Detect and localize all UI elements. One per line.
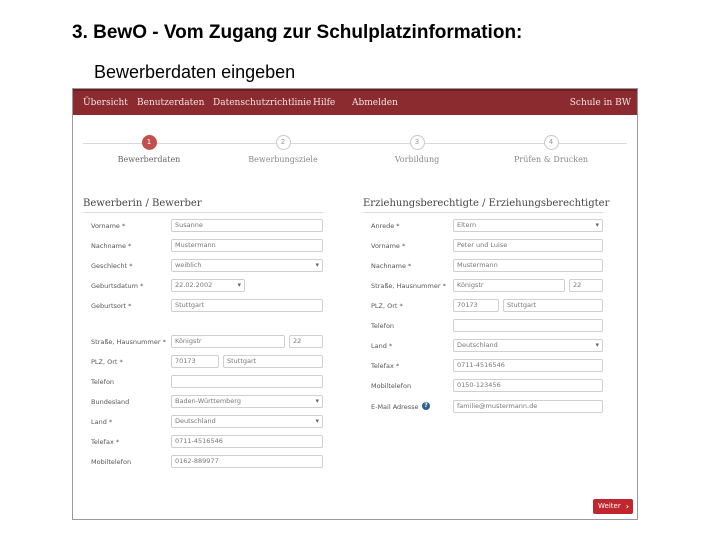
applicant-bundesland-select[interactable]: Baden-Württemberg ▾ [171,395,323,408]
guardian-strasse-label: Straße, Hausnummer * [371,282,446,290]
guardian-nachname-input[interactable]: Mustermann [453,259,603,272]
nav-item-uebersicht[interactable]: Übersicht [83,98,128,108]
step-label: Bewerbungsziele [248,155,318,164]
slide-title: 3. BewO - Vom Zugang zur Schulplatzinformation: [72,22,523,43]
step-number: 3 [410,135,425,150]
step-label: Prüfen & Drucken [513,155,589,164]
applicant-geschlecht-label: Geschlecht * [91,262,133,270]
nav-item-benutzerdaten[interactable]: Benutzerdaten [137,98,205,108]
applicant-section-title: Bewerberin / Bewerber [83,198,202,209]
step-number: 2 [276,135,291,150]
nav-item-hilfe[interactable]: Hilfe [313,98,336,108]
applicant-telefon-label: Telefon [91,378,115,386]
guardian-land-label: Land * [371,342,393,350]
guardian-telefon-input[interactable] [453,319,603,332]
guardian-land-select[interactable]: Deutschland ▾ [453,339,603,352]
guardian-mobiltelefon-input[interactable]: 0150-123456 [453,379,603,392]
guardian-email-input[interactable]: familie@mustermann.de [453,400,603,413]
applicant-mobiltelefon-input[interactable]: 0162-889977 [171,455,323,468]
applicant-plz-input[interactable]: 70173 [171,355,219,368]
section-divider [363,212,603,213]
applicant-nachname-input[interactable]: Mustermann [171,239,323,252]
guardian-vorname-input[interactable]: Peter und Luise [453,239,603,252]
applicant-nachname-label: Nachname * [91,242,132,250]
applicant-ort-input[interactable]: Stuttgart [223,355,323,368]
applicant-strasse-input[interactable]: Königstr [171,335,285,348]
applicant-vorname-input[interactable]: Susanne [171,219,323,232]
guardian-telefon-label: Telefon [371,322,395,330]
step-1[interactable] [94,135,204,164]
applicant-bundesland-label: Bundesland [91,398,130,406]
nav-item-datenschutz[interactable]: Datenschutzrichtlinie [213,98,312,108]
app-screenshot [72,88,638,520]
nav-item-abmelden[interactable]: Abmelden [352,98,398,108]
step-4[interactable] [496,135,606,164]
applicant-mobiltelefon-label: Mobiltelefon [91,458,132,466]
guardian-telefax-label: Telefax * [371,362,400,370]
applicant-telefax-label: Telefax * [91,438,120,446]
next-button-label: Weiter [598,502,621,510]
guardian-telefax-input[interactable]: 0711-4516546 [453,359,603,372]
applicant-plz-label: PLZ, Ort * [91,358,123,366]
guardian-nachname-label: Nachname * [371,262,412,270]
applicant-geburtsdatum-input[interactable]: 22.02.2002 ▾ [171,279,245,292]
chevron-right-icon: › [625,502,629,511]
slide-subtitle: Bewerberdaten eingeben [94,62,296,82]
step-label: Vorbildung [394,155,440,164]
applicant-telefax-input[interactable]: 0711-4516546 [171,435,323,448]
applicant-hausnummer-input[interactable]: 22 [289,335,323,348]
guardian-plz-label: PLZ, Ort * [371,302,403,310]
step-number: 1 [142,135,157,150]
guardian-vorname-label: Vorname * [371,242,406,250]
guardian-email-label: E-Mail Adresse [371,403,419,411]
applicant-geburtsort-label: Geburtsort * [91,302,132,310]
guardian-section-title: Erziehungsberechtigte / Erziehungsberechtigter [363,198,610,209]
step-label: Bewerberdaten [117,155,181,164]
guardian-anrede-label: Anrede * [371,222,400,230]
guardian-plz-input[interactable]: 70173 [453,299,499,312]
applicant-strasse-label: Straße, Hausnummer * [91,338,166,346]
help-icon[interactable]: ? [422,402,430,410]
step-number: 4 [544,135,559,150]
brand-label: Schule in BW [569,98,631,108]
step-3[interactable] [362,135,472,164]
applicant-geschlecht-select[interactable]: weiblich ▾ [171,259,323,272]
applicant-land-select[interactable]: Deutschland ▾ [171,415,323,428]
section-divider [83,212,323,213]
applicant-vorname-label: Vorname * [91,222,126,230]
applicant-geburtsort-input[interactable]: Stuttgart [171,299,323,312]
applicant-telefon-input[interactable] [171,375,323,388]
step-2[interactable] [228,135,338,164]
guardian-ort-input[interactable]: Stuttgart [503,299,603,312]
applicant-land-label: Land * [91,418,113,426]
step-progress [73,135,637,175]
guardian-mobiltelefon-label: Mobiltelefon [371,382,412,390]
guardian-hausnummer-input[interactable]: 22 [569,279,603,292]
applicant-geburtsdatum-label: Geburtsdatum * [91,282,144,290]
guardian-strasse-input[interactable]: Königstr [453,279,565,292]
top-navbar [73,89,637,115]
guardian-anrede-select[interactable]: Eltern ▾ [453,219,603,232]
next-button[interactable] [593,499,633,514]
